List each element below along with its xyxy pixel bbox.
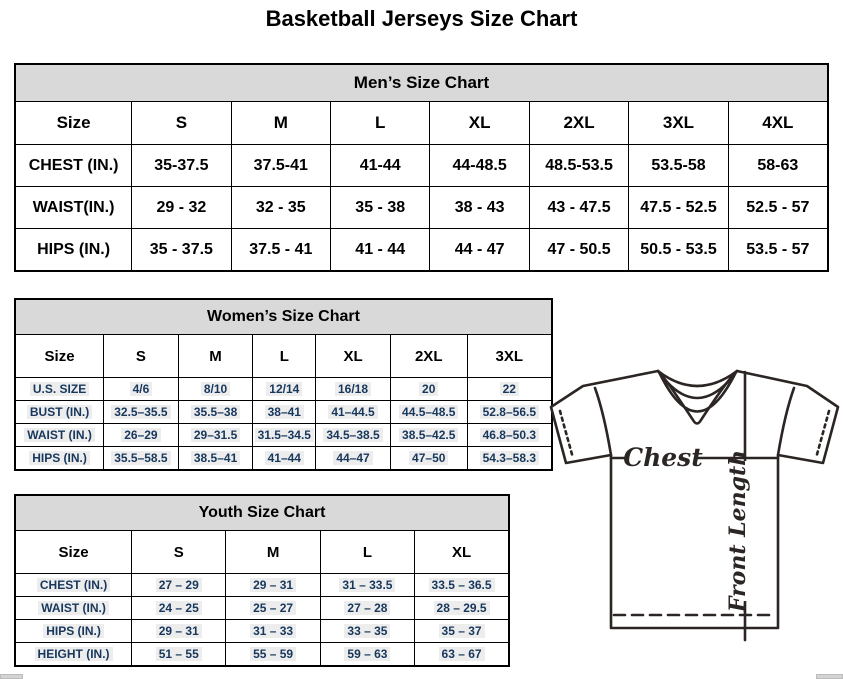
- table-cell: [629, 145, 728, 187]
- table-cell: [415, 643, 509, 667]
- row-label-text: HIPS (IN.): [29, 451, 90, 465]
- table-row: [15, 187, 828, 229]
- table-cell: [728, 145, 828, 187]
- column-header: S: [104, 335, 179, 378]
- table-cell-text: 44–47: [333, 451, 372, 465]
- column-header: Size: [15, 335, 104, 378]
- table-cell: [390, 378, 467, 401]
- table-cell-text: 27 – 29: [156, 578, 202, 592]
- table-row: [15, 145, 828, 187]
- table-cell-text: 58-63: [757, 156, 799, 174]
- column-header: M: [231, 102, 330, 145]
- table-cell-text: 32 - 35: [255, 198, 306, 216]
- table-cell: [231, 229, 330, 272]
- table-cell: [132, 620, 226, 643]
- column-header: M: [226, 531, 320, 574]
- table-cell: [467, 424, 552, 447]
- table-cell-text: 50.5 - 53.5: [640, 240, 717, 258]
- table-cell: [467, 401, 552, 424]
- row-label-text: BUST (IN.): [27, 405, 92, 419]
- table-cell-text: 35.5–38: [191, 405, 240, 419]
- table-cell-text: 38 - 43: [454, 198, 505, 216]
- youth-size-table-title: Youth Size Chart: [15, 495, 509, 531]
- table-cell-text: 8/10: [201, 382, 230, 396]
- table-cell: [467, 447, 552, 471]
- table-cell: [430, 145, 529, 187]
- table-cell-text: 47–50: [409, 451, 448, 465]
- table-cell: [132, 229, 231, 272]
- table-cell-text: 47.5 - 52.5: [640, 198, 717, 216]
- table-cell-text: 33.5 – 36.5: [429, 578, 495, 592]
- column-header: M: [178, 335, 253, 378]
- column-header: L: [320, 531, 414, 574]
- column-header: XL: [415, 531, 509, 574]
- table-cell: [226, 643, 320, 667]
- table-row: [15, 378, 552, 401]
- column-header: L: [331, 102, 430, 145]
- table-cell: [132, 187, 231, 229]
- column-header: Size: [15, 102, 132, 145]
- table-cell: [529, 145, 628, 187]
- row-label: [15, 620, 132, 643]
- table-cell-text: 25 – 27: [250, 601, 296, 615]
- table-cell: [320, 620, 414, 643]
- column-header: 2XL: [390, 335, 467, 378]
- table-cell-text: 52.5 - 57: [746, 198, 810, 216]
- table-cell: [178, 378, 253, 401]
- column-header: Size: [15, 531, 132, 574]
- table-cell: [629, 229, 728, 272]
- womens-size-table-title: Women’s Size Chart: [15, 299, 552, 335]
- table-cell-text: 29 – 31: [250, 578, 296, 592]
- table-cell: [467, 378, 552, 401]
- table-cell: [178, 447, 253, 471]
- table-cell: [104, 378, 179, 401]
- table-cell: [178, 424, 253, 447]
- table-cell-text: 20: [419, 382, 438, 396]
- row-label: [15, 145, 132, 187]
- horizontal-scrollbar-fragment-right[interactable]: [816, 674, 843, 679]
- row-label: [15, 597, 132, 620]
- table-cell: [132, 643, 226, 667]
- row-label-text: HIPS (IN.): [43, 624, 104, 638]
- row-label-text: CHEST (IN.): [37, 578, 110, 592]
- row-label: [15, 643, 132, 667]
- column-header: 3XL: [629, 102, 728, 145]
- table-cell-text: 55 – 59: [250, 647, 296, 661]
- table-cell-text: 41–44: [265, 451, 304, 465]
- jersey-measurement-diagram: [545, 358, 843, 679]
- table-cell: [529, 187, 628, 229]
- table-cell-text: 31.5–34.5: [255, 428, 314, 442]
- table-cell-text: 34.5–38.5: [323, 428, 382, 442]
- table-cell: [529, 229, 628, 272]
- table-cell: [104, 401, 179, 424]
- table-cell-text: 35 - 38: [355, 198, 406, 216]
- table-cell-text: 44 - 47: [454, 240, 505, 258]
- table-cell: [253, 424, 316, 447]
- table-row: [15, 401, 552, 424]
- womens-size-table: [14, 298, 553, 471]
- table-cell: [390, 401, 467, 424]
- table-cell: [316, 447, 391, 471]
- table-cell: [132, 597, 226, 620]
- horizontal-scrollbar-fragment-left[interactable]: [0, 674, 23, 679]
- table-cell: [226, 620, 320, 643]
- column-header: L: [253, 335, 316, 378]
- chest-label: Chest: [623, 443, 703, 472]
- column-header: S: [132, 102, 231, 145]
- row-label: [15, 187, 132, 229]
- table-row: [15, 574, 509, 597]
- column-header: 3XL: [467, 335, 552, 378]
- row-label-text: U.S. SIZE: [30, 382, 89, 396]
- table-cell-text: 54.3–58.3: [480, 451, 539, 465]
- table-row: [15, 643, 509, 667]
- column-header: S: [132, 531, 226, 574]
- jersey-outline: [551, 371, 838, 628]
- table-row: [15, 424, 552, 447]
- front-length-label: Front Length: [725, 449, 751, 613]
- table-cell-text: 46.8–50.3: [480, 428, 539, 442]
- table-cell-text: 44.5–48.5: [399, 405, 458, 419]
- table-cell: [104, 447, 179, 471]
- mens-size-table: [14, 63, 829, 272]
- table-cell-text: 53.5-58: [651, 156, 706, 174]
- column-header: XL: [316, 335, 391, 378]
- table-cell-text: 37.5-41: [253, 156, 308, 174]
- table-cell-text: 41-44: [359, 156, 401, 174]
- table-cell-text: 35 - 37.5: [149, 240, 213, 258]
- table-cell: [316, 401, 391, 424]
- row-label-text: WAIST (IN.): [24, 428, 95, 442]
- page-title: Basketball Jerseys Size Chart: [265, 6, 578, 31]
- row-label: [15, 424, 104, 447]
- table-cell-text: 24 – 25: [156, 601, 202, 615]
- table-cell: [132, 574, 226, 597]
- table-cell-text: 26–29: [121, 428, 160, 442]
- table-cell-text: 12/14: [266, 382, 302, 396]
- column-header: XL: [430, 102, 529, 145]
- table-cell-text: 35 – 37: [439, 624, 485, 638]
- table-cell-text: 29 - 32: [156, 198, 207, 216]
- table-cell: [629, 187, 728, 229]
- table-cell: [331, 229, 430, 272]
- column-header: 2XL: [529, 102, 628, 145]
- table-cell-text: 29–31.5: [191, 428, 240, 442]
- table-cell: [415, 620, 509, 643]
- table-cell-text: 28 – 29.5: [434, 601, 490, 615]
- table-cell-text: 59 – 63: [344, 647, 390, 661]
- table-cell: [231, 145, 330, 187]
- row-label: [15, 401, 104, 424]
- table-cell-text: 22: [500, 382, 519, 396]
- table-cell: [430, 187, 529, 229]
- table-cell-text: 31 – 33.5: [339, 578, 395, 592]
- table-cell-text: 29 – 31: [156, 624, 202, 638]
- table-row: [15, 447, 552, 471]
- row-label-text: WAIST(IN.): [32, 198, 115, 216]
- table-cell: [320, 574, 414, 597]
- table-cell-text: 48.5-53.5: [545, 156, 613, 174]
- table-cell-text: 41–44.5: [328, 405, 377, 419]
- youth-size-table: [14, 494, 510, 667]
- table-cell: [253, 378, 316, 401]
- table-row: [15, 597, 509, 620]
- table-cell-text: 51 – 55: [156, 647, 202, 661]
- table-row: [15, 620, 509, 643]
- column-header: 4XL: [728, 102, 828, 145]
- table-row: [15, 229, 828, 272]
- table-cell: [415, 597, 509, 620]
- table-cell-text: 37.5 - 41: [249, 240, 313, 258]
- table-cell: [253, 447, 316, 471]
- table-cell: [253, 401, 316, 424]
- table-cell-text: 35-37.5: [154, 156, 209, 174]
- table-cell: [728, 229, 828, 272]
- table-cell: [430, 229, 529, 272]
- row-label: [15, 378, 104, 401]
- table-cell: [316, 378, 391, 401]
- table-cell-text: 52.8–56.5: [480, 405, 539, 419]
- row-label: [15, 447, 104, 471]
- table-cell: [390, 424, 467, 447]
- table-cell-text: 32.5–35.5: [111, 405, 170, 419]
- table-cell: [331, 187, 430, 229]
- mens-size-table-title: Men’s Size Chart: [15, 64, 828, 102]
- table-cell: [316, 424, 391, 447]
- table-cell: [390, 447, 467, 471]
- table-cell-text: 33 – 35: [344, 624, 390, 638]
- row-label-text: CHEST (IN.): [28, 156, 119, 174]
- row-label-text: HEIGHT (IN.): [35, 647, 113, 661]
- row-label: [15, 574, 132, 597]
- table-cell: [104, 424, 179, 447]
- table-cell: [331, 145, 430, 187]
- table-cell-text: 35.5–58.5: [111, 451, 170, 465]
- table-cell: [226, 574, 320, 597]
- table-cell: [231, 187, 330, 229]
- table-cell-text: 16/18: [335, 382, 371, 396]
- table-cell-text: 4/6: [130, 382, 153, 396]
- table-cell: [728, 187, 828, 229]
- table-cell: [320, 643, 414, 667]
- row-label: [15, 229, 132, 272]
- table-cell: [178, 401, 253, 424]
- table-cell-text: 27 – 28: [344, 601, 390, 615]
- table-cell-text: 38.5–41: [191, 451, 240, 465]
- table-cell-text: 43 - 47.5: [547, 198, 611, 216]
- table-cell: [132, 145, 231, 187]
- table-cell: [226, 597, 320, 620]
- table-cell-text: 47 - 50.5: [547, 240, 611, 258]
- row-label-text: HIPS (IN.): [37, 240, 111, 258]
- row-label-text: WAIST (IN.): [38, 601, 109, 615]
- table-cell-text: 38.5–42.5: [399, 428, 458, 442]
- table-cell: [320, 597, 414, 620]
- table-cell-text: 31 – 33: [250, 624, 296, 638]
- table-cell-text: 38–41: [265, 405, 304, 419]
- table-cell-text: 44-48.5: [452, 156, 507, 174]
- table-cell-text: 63 – 67: [439, 647, 485, 661]
- table-cell-text: 53.5 - 57: [746, 240, 810, 258]
- table-cell: [415, 574, 509, 597]
- table-cell-text: 41 - 44: [355, 240, 406, 258]
